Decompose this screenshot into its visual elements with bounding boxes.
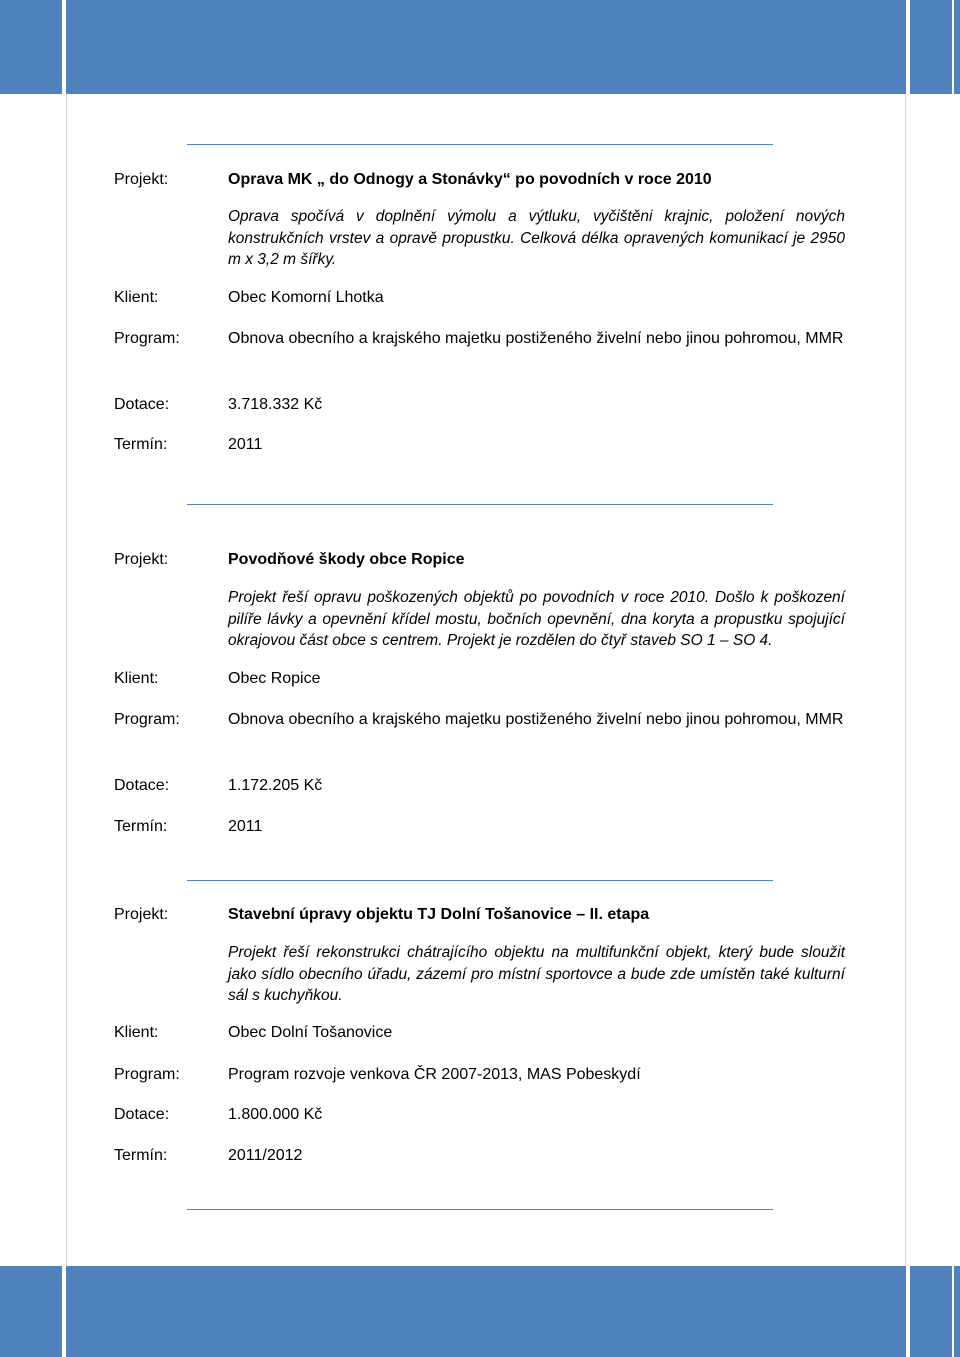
label-program: Program: — [114, 1066, 180, 1083]
page-right-rule — [906, 0, 910, 1357]
separator-line — [187, 880, 773, 881]
project-subsidy: 3.718.332 Kč — [228, 396, 323, 413]
label-klient: Klient: — [114, 289, 159, 306]
label-termin: Termín: — [114, 818, 168, 835]
project-program: Obnova obecního a krajského majetku postiženého živelní nebo jinou pohromou, MMR — [228, 711, 844, 728]
project-program: Obnova obecního a krajského majetku postiženého živelní nebo jinou pohromou, MMR — [228, 330, 844, 347]
project-client: Obec Dolní Tošanovice — [228, 1024, 393, 1041]
separator-line — [187, 504, 773, 505]
project-subsidy: 1.800.000 Kč — [228, 1106, 323, 1123]
label-dotace: Dotace: — [114, 1106, 170, 1123]
project-description: Projekt řeší rekonstrukci chátrajícího objektu na multifunkční objekt, který bude sloužit jako sídlo obecního úřadu, zázemí pro místní sportovce a bude zde umístěn také kulturní sál s kuchyňkou. — [228, 944, 845, 1004]
label-klient: Klient: — [114, 1024, 159, 1041]
project-term: 2011/2012 — [228, 1147, 303, 1164]
project-client: Obec Komorní Lhotka — [228, 289, 384, 306]
label-projekt: Projekt: — [114, 171, 169, 188]
label-dotace: Dotace: — [114, 777, 170, 794]
project-subsidy: 1.172.205 Kč — [228, 777, 323, 794]
label-dotace: Dotace: — [114, 396, 170, 413]
separator-line — [187, 144, 773, 145]
label-program: Program: — [114, 711, 180, 728]
label-klient: Klient: — [114, 670, 159, 687]
separator-line — [187, 1209, 773, 1210]
project-term: 2011 — [228, 436, 263, 453]
project-title: Povodňové škody obce Ropice — [228, 551, 465, 568]
project-title: Oprava MK „ do Odnogy a Stonávky“ po povodních v roce 2010 — [228, 171, 712, 188]
footer-band — [0, 1266, 960, 1357]
project-program: Program rozvoje venkova ČR 2007-2013, MAS Pobeskydí — [228, 1066, 641, 1083]
project-client: Obec Ropice — [228, 670, 321, 687]
header-band — [0, 0, 960, 94]
label-projekt: Projekt: — [114, 906, 169, 923]
project-description: Projekt řeší opravu poškozených objektů po povodních v roce 2010. Došlo k poškození pilíře lávky a opevnění křídel mostu, bočních opevnění, dna koryta a propustku spojující okrajovou část obce s centrem. Projekt je rozdělen do čtyř staveb SO 1 – SO 4. — [228, 589, 845, 649]
label-termin: Termín: — [114, 1147, 168, 1164]
project-description: Oprava spočívá v doplnění výmolu a výtluku, vyčištěni krajnic, položení nových konstrukčních vrstev a opravě propustku. Celková délka opravených komunikací je 2950 m x 3,2 m šířky. — [228, 208, 845, 268]
label-projekt: Projekt: — [114, 551, 169, 568]
label-program: Program: — [114, 330, 180, 347]
label-termin: Termín: — [114, 436, 168, 453]
project-term: 2011 — [228, 818, 263, 835]
page-right-rule-outer — [952, 0, 954, 1357]
project-title: Stavební úpravy objektu TJ Dolní Tošanovice – II. etapa — [228, 906, 650, 923]
